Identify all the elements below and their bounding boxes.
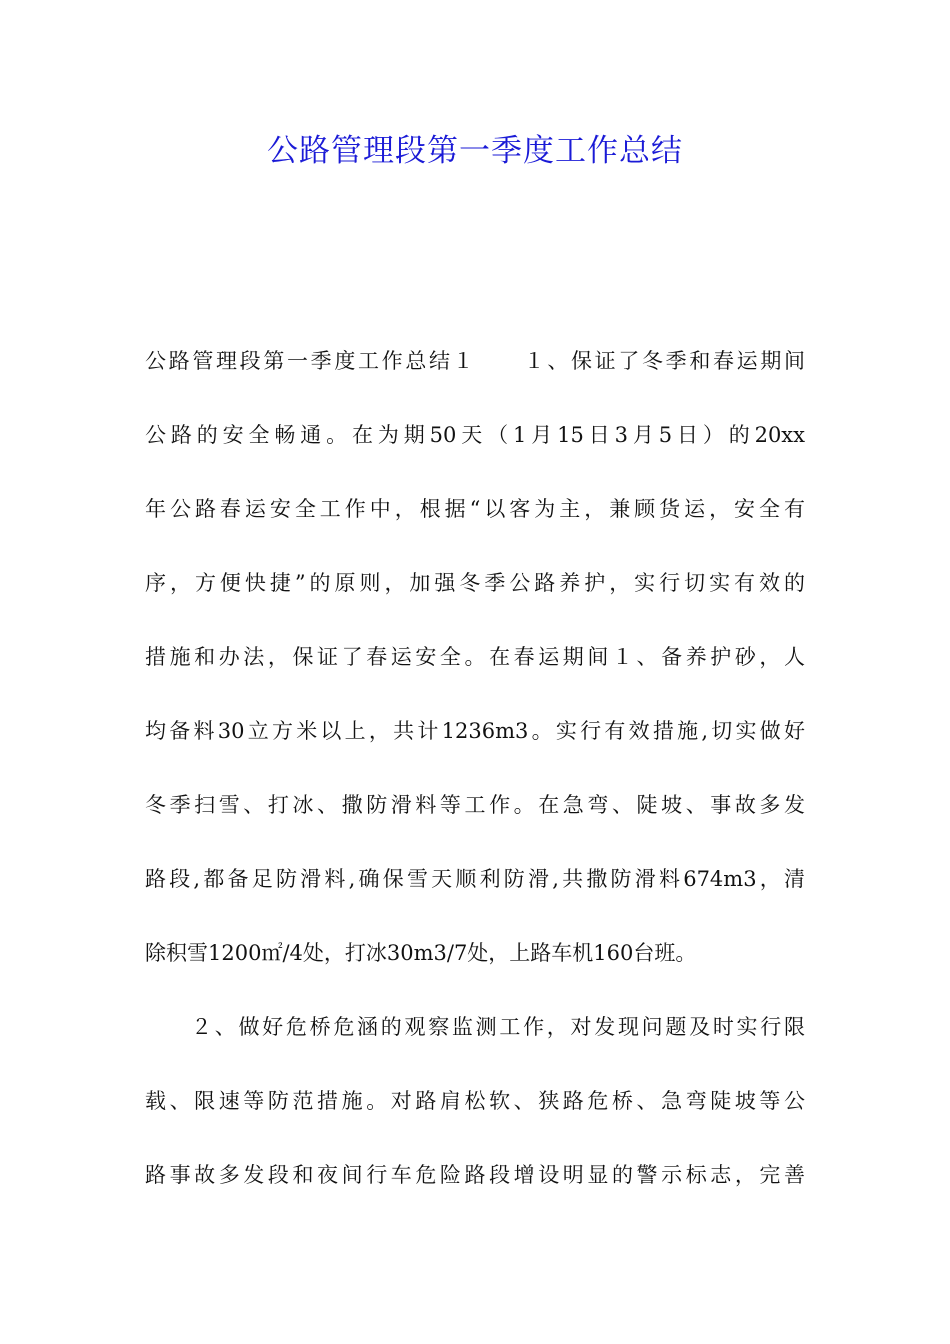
document-title: 公路管理段第一季度工作总结 (267, 133, 683, 169)
paragraph-line: 冬季扫雪、打冰、撒防滑料等工作。在急弯、陡坡、事故多发 (145, 793, 805, 817)
paragraph-line: 公路的安全畅通。在为期50天（1月15日3月5日）的20xx (145, 423, 805, 447)
paragraph-line: 序，方便快捷”的原则，加强冬季公路养护，实行切实有效的 (145, 571, 805, 595)
paragraph-line: 措施和办法，保证了春运安全。在春运期间１、备养护砂，人 (145, 645, 805, 669)
paragraph-line: 年公路春运安全工作中，根据“以客为主，兼顾货运，安全有 (145, 497, 805, 521)
paragraph-line: 路事故多发段和夜间行车危险路段增设明显的警示标志，完善 (145, 1163, 805, 1187)
paragraph-line: ２、做好危桥危涵的观察监测工作，对发现问题及时实行限 (191, 1015, 805, 1039)
paragraph-line: 载、限速等防范措施。对路肩松软、狭路危桥、急弯陡坡等公 (145, 1089, 805, 1113)
paragraph-line: 均备料30立方米以上，共计1236m3。实行有效措施,切实做好 (145, 719, 805, 743)
paragraph-line: 路段,都备足防滑料,确保雪天顺利防滑,共撒防滑料674m3，清 (145, 867, 805, 891)
document-body (145, 336, 805, 1224)
paragraph-line: 公路管理段第一季度工作总结１ １、保证了冬季和春运期间 (145, 349, 805, 373)
paragraph-line: 除积雪1200㎡/4处，打冰30m3/7处，上路车机160台班。 (145, 941, 697, 965)
